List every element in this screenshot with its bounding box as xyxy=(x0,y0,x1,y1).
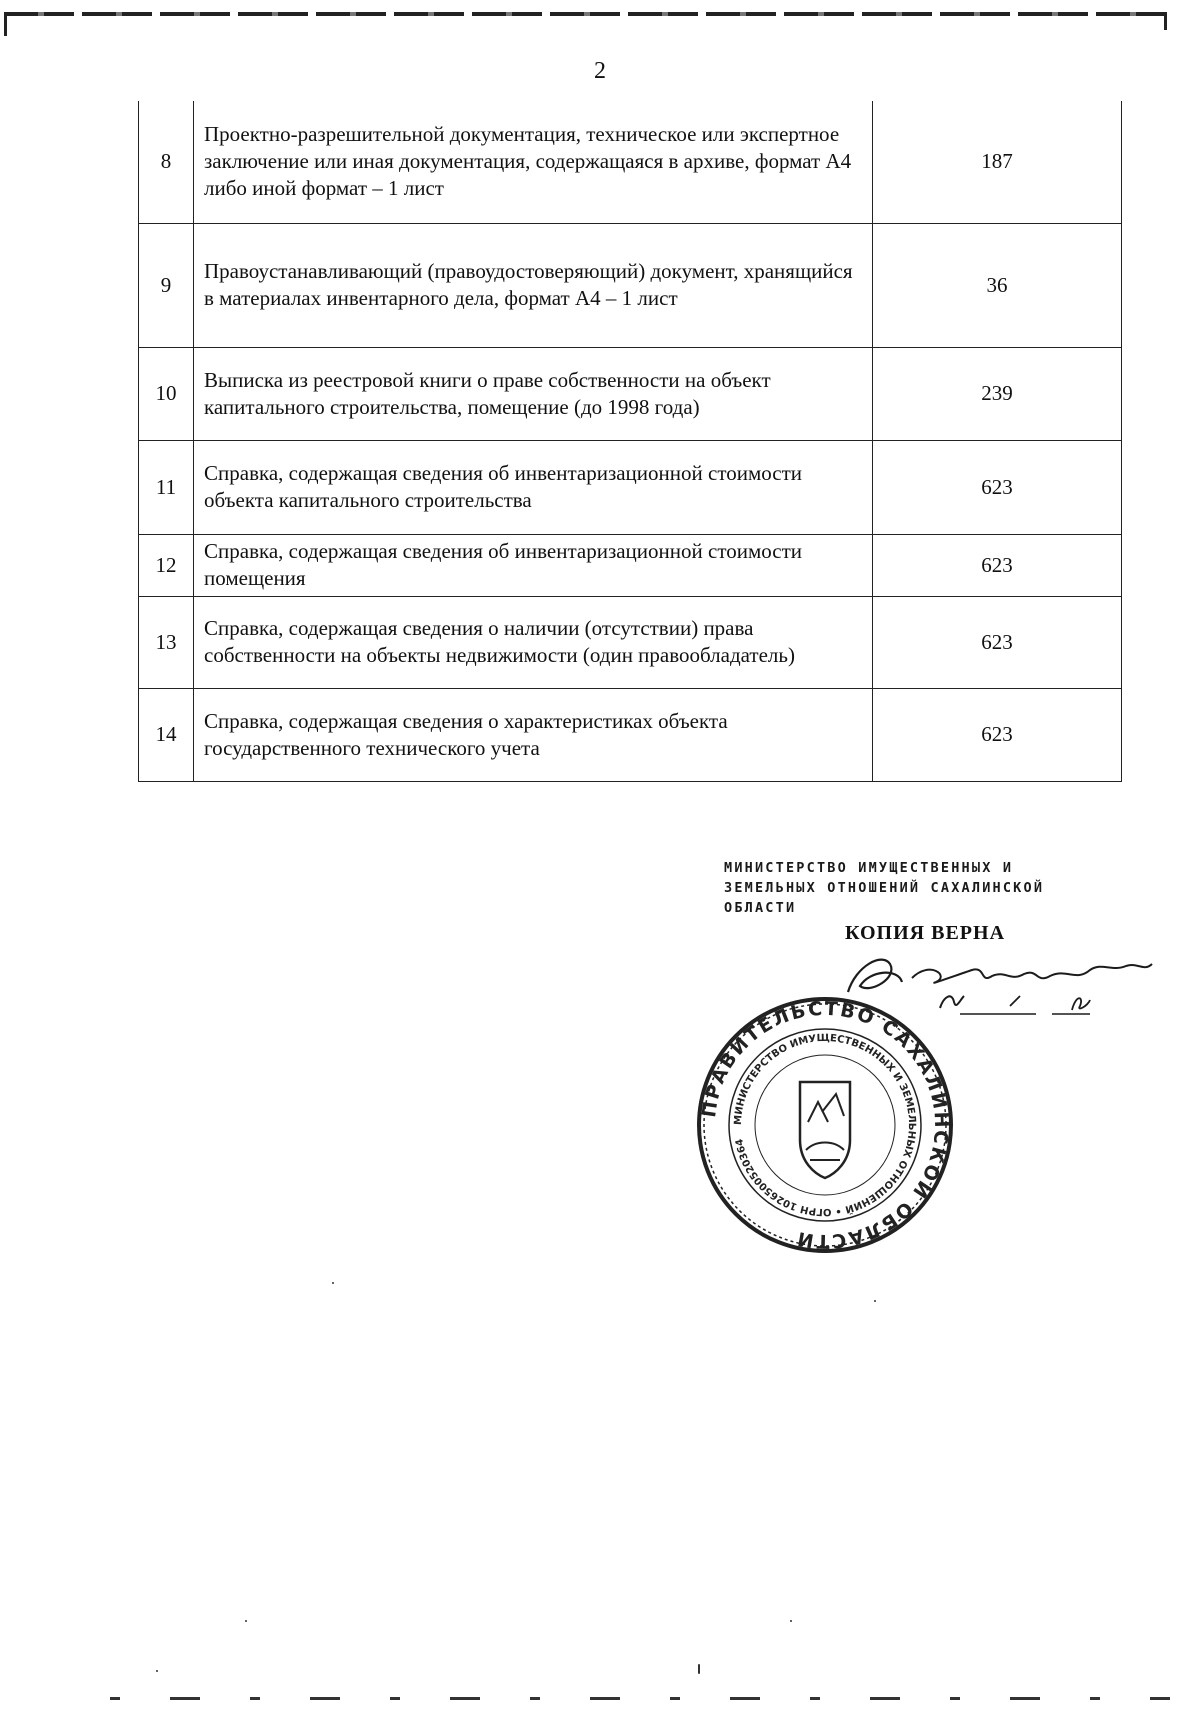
table-row xyxy=(139,223,1122,347)
row-description: Проектно-разрешительной документация, техническое или экспертное заключение или иная документация, содержащаяся в архиве, формат А4 либо иной формат – 1 лист xyxy=(194,101,873,223)
scan-edge-bottom xyxy=(110,1697,1170,1700)
scan-speck xyxy=(156,1670,158,1672)
table-row xyxy=(139,347,1122,440)
table-row xyxy=(139,440,1122,534)
row-number: 8 xyxy=(139,101,194,223)
row-price: 623 xyxy=(873,596,1122,688)
row-description: Правоустанавливающий (правоудостоверяющий) документ, хранящийся в материалах инвентарного дела, формат А4 – 1 лист xyxy=(194,223,873,347)
svg-text:МИНИСТЕРСТВО ИМУЩЕСТВЕННЫХ И З: МИНИСТЕРСТВО ИМУЩЕСТВЕННЫХ И ЗЕМЕЛЬНЫХ ОТНОШЕНИЙ • ОГРН 1026500520364 xyxy=(732,1032,918,1218)
scan-speck xyxy=(874,1300,876,1302)
certification-org-line: ЗЕМЕЛЬНЫХ ОТНОШЕНИЙ САХАЛИНСКОЙ xyxy=(724,880,1045,896)
svg-text:ПРАВИТЕЛЬСТВО САХАЛИНСКОЙ ОБЛА: ПРАВИТЕЛЬСТВО САХАЛИНСКОЙ ОБЛАСТИ xyxy=(698,997,953,1253)
official-seal xyxy=(690,990,960,1260)
scan-speck xyxy=(332,1282,334,1284)
row-price: 239 xyxy=(873,347,1122,440)
row-price: 36 xyxy=(873,223,1122,347)
row-description: Справка, содержащая сведения об инвентаризационной стоимости помещения xyxy=(194,534,873,596)
row-number: 12 xyxy=(139,534,194,596)
row-number: 14 xyxy=(139,688,194,781)
row-price: 623 xyxy=(873,440,1122,534)
certification-block xyxy=(724,858,1104,918)
row-number: 10 xyxy=(139,347,194,440)
row-price: 623 xyxy=(873,688,1122,781)
row-description: Справка, содержащая сведения об инвентаризационной стоимости объекта капитального строительства xyxy=(194,440,873,534)
scan-speck xyxy=(698,1664,700,1674)
row-price: 187 xyxy=(873,101,1122,223)
row-number: 9 xyxy=(139,223,194,347)
row-description: Справка, содержащая сведения о характеристиках объекта государственного технического учета xyxy=(194,688,873,781)
row-description: Справка, содержащая сведения о наличии (отсутствии) права собственности на объекты недвижимости (один правообладатель) xyxy=(194,596,873,688)
row-description: Выписка из реестровой книги о праве собственности на объект капитального строительства, помещение (до 1998 года) xyxy=(194,347,873,440)
row-price: 623 xyxy=(873,534,1122,596)
certification-org-line: МИНИСТЕРСТВО ИМУЩЕСТВЕННЫХ И xyxy=(724,860,1014,876)
table-row xyxy=(139,596,1122,688)
certification-org-line: ОБЛАСТИ xyxy=(724,900,797,916)
copy-certified-note: КОПИЯ ВЕРНА xyxy=(845,922,1006,944)
table-row xyxy=(139,688,1122,781)
scan-edge-top xyxy=(4,12,1168,16)
scan-speck xyxy=(245,1620,247,1622)
row-number: 13 xyxy=(139,596,194,688)
table-row xyxy=(139,534,1122,596)
scan-edge-corner-right xyxy=(1164,12,1167,30)
fees-table xyxy=(138,101,1122,782)
page-number: 2 xyxy=(594,58,606,84)
scan-speck xyxy=(790,1620,792,1622)
row-number: 11 xyxy=(139,440,194,534)
table-row xyxy=(139,101,1122,223)
scan-edge-corner-left xyxy=(4,12,7,36)
